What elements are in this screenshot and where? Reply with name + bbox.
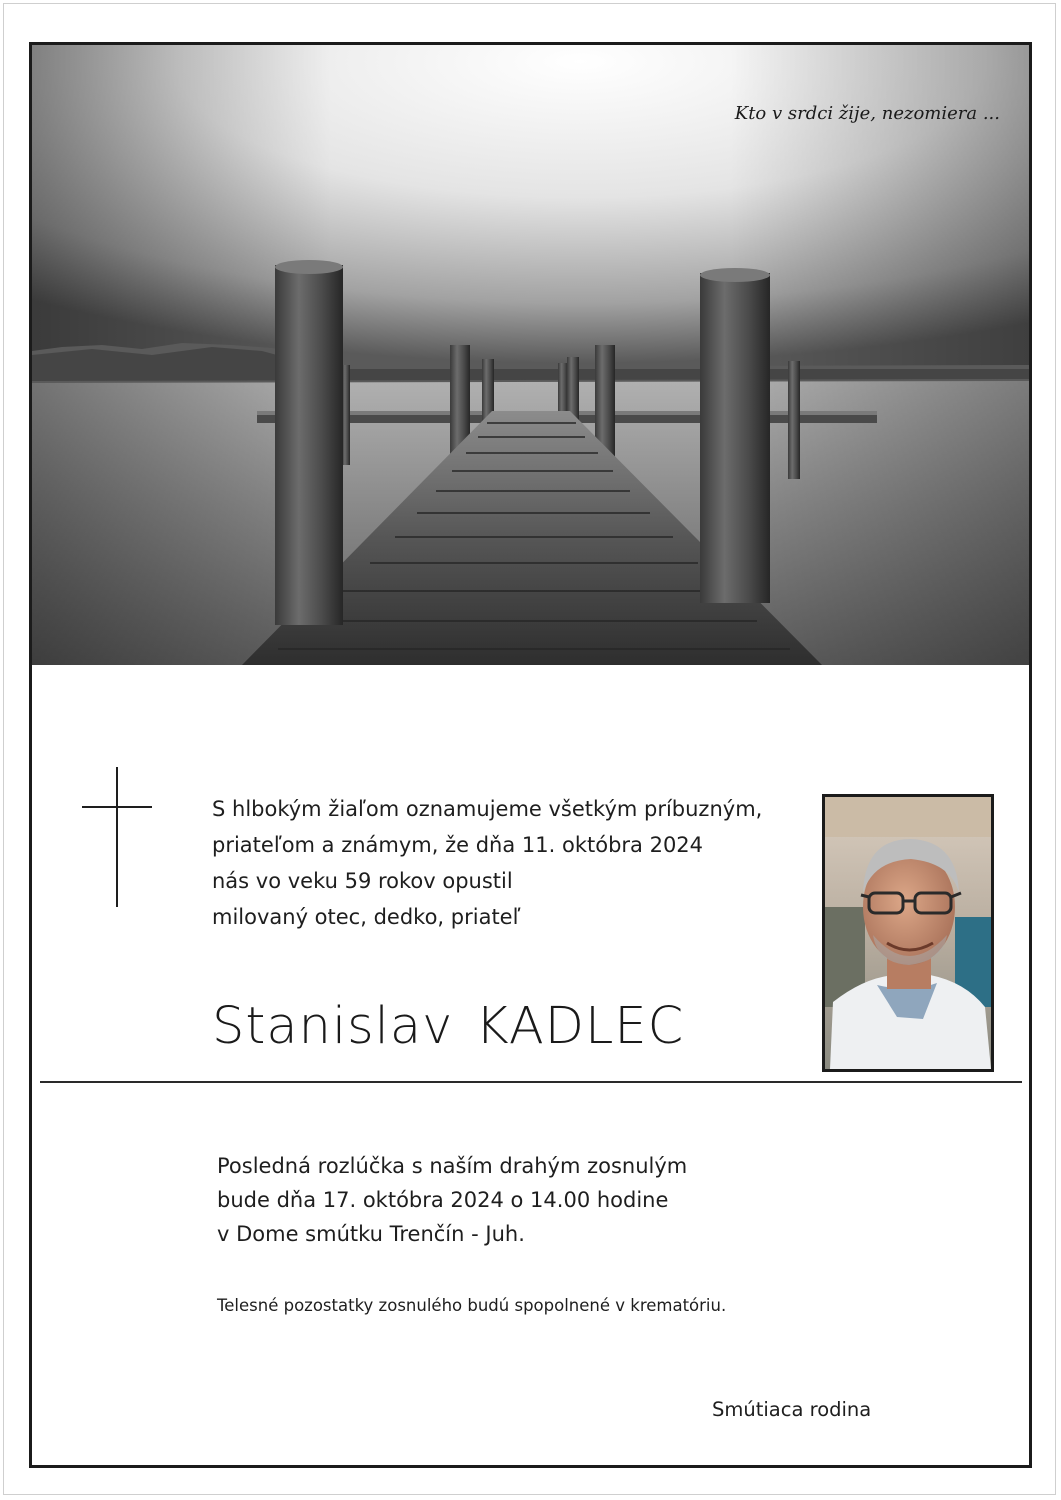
- announcement-line: S hlbokým žiaľom oznamujeme všetkým príbuzným,: [212, 797, 763, 821]
- pier-landscape-photo: [32, 45, 1029, 665]
- funeral-details: [217, 1149, 687, 1251]
- cremation-note: Telesné pozostatky zosnulého budú spopolnené v krematóriu.: [217, 1296, 727, 1315]
- latin-cross-icon: [80, 765, 154, 913]
- announcement-line: milovaný otec, dedko, priateľ: [212, 905, 521, 929]
- deceased-name: [212, 997, 684, 1056]
- funeral-line: v Dome smútku Trenčín - Juh.: [217, 1222, 525, 1246]
- announcement-line: nás vo veku 59 rokov opustil: [212, 869, 513, 893]
- funeral-line: Posledná rozlúčka s naším drahým zosnulým: [217, 1154, 688, 1178]
- deceased-last-name: KADLEC: [475, 997, 685, 1056]
- announcement-text: [212, 791, 812, 935]
- divider-line: [40, 1081, 1022, 1083]
- announcement-line: priateľom a známym, že dňa 11. októbra 2024: [212, 833, 704, 857]
- family-signature: Smútiaca rodina: [712, 1398, 872, 1421]
- funeral-line: bude dňa 17. októbra 2024 o 14.00 hodine: [217, 1188, 669, 1212]
- deceased-first-name: Stanislav: [212, 997, 454, 1056]
- obituary-card: [29, 42, 1032, 1468]
- deceased-portrait-photo: [822, 794, 994, 1072]
- motto-quote: Kto v srdci žije, nezomiera ...: [734, 103, 1000, 124]
